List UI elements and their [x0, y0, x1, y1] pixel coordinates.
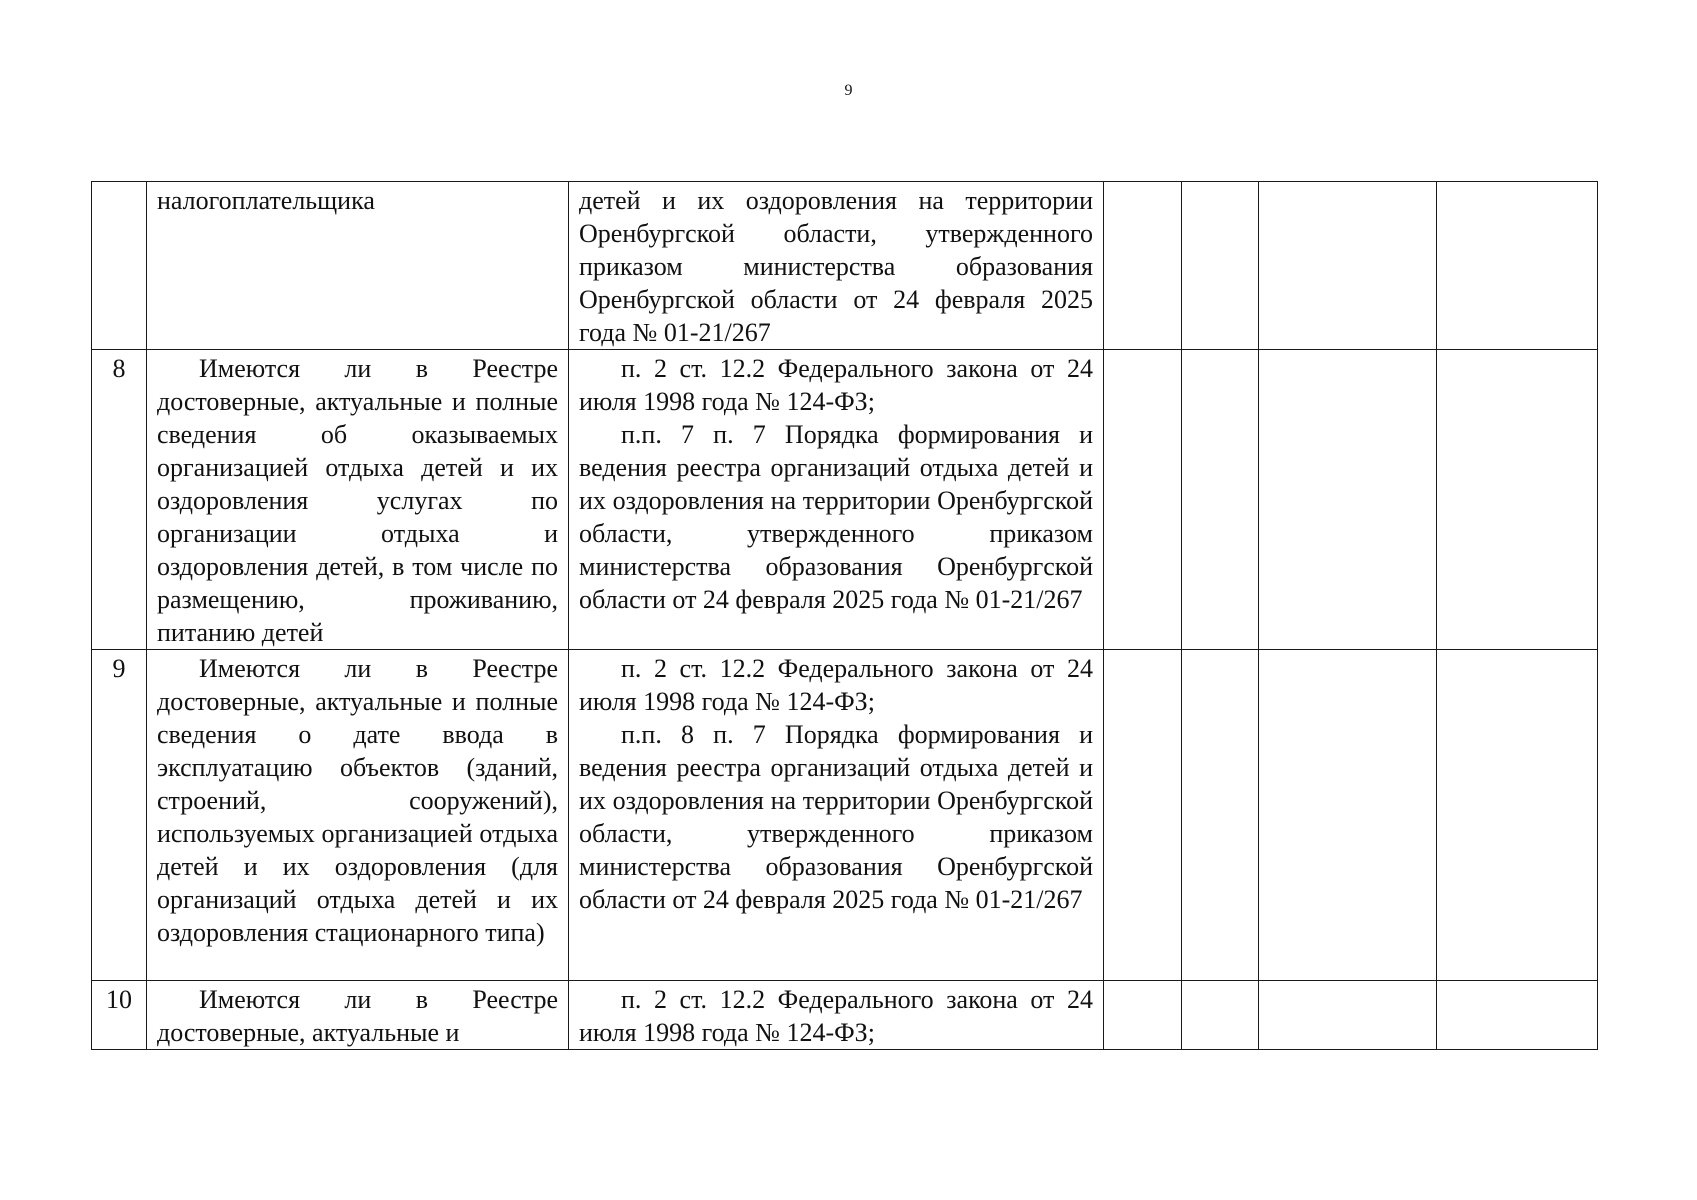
reference-order-text: п.п. 8 п. 7 Порядка формирования и ведения реестра организаций отдыха детей и их оздоровления на территории Оренбургской области, утвержденного приказом министерства образования Оренбургской области от 24 февраля 2025 года № 01-21/267 — [579, 720, 1093, 914]
answer-no-cell — [1182, 182, 1259, 350]
answer-yes-cell — [1104, 350, 1182, 650]
note-cell — [1437, 981, 1598, 1050]
row-number-cell: 9 — [92, 650, 147, 981]
note-cell — [1437, 350, 1598, 650]
answer-no-cell — [1182, 350, 1259, 650]
question-text: Имеются ли в Реестре достоверные, актуальные и — [157, 985, 558, 1047]
question-cell — [147, 182, 569, 350]
checklist-table — [91, 181, 1598, 1050]
reference-order-text: п.п. 7 п. 7 Порядка формирования и ведения реестра организаций отдыха детей и их оздоровления на территории Оренбургской области, утвержденного приказом министерства образования Оренбургской области от 24 февраля 2025 года № 01-21/267 — [579, 420, 1093, 614]
row-number-cell: 8 — [92, 350, 147, 650]
question-text: Имеются ли в Реестре достоверные, актуальные и полные сведения о дате ввода в эксплуатацию объектов (зданий, строений, сооружений), используемых организацией отдыха детей и их оздоровления (для организаций отдыха детей и их оздоровления стационарного типа) — [157, 654, 558, 947]
question-cell — [147, 650, 569, 981]
table-row — [92, 981, 1598, 1050]
reference-cell — [569, 182, 1104, 350]
answer-na-cell — [1259, 182, 1437, 350]
reference-cell — [569, 650, 1104, 981]
row-number-cell: 10 — [92, 981, 147, 1050]
answer-na-cell — [1259, 350, 1437, 650]
answer-na-cell — [1259, 650, 1437, 981]
answer-yes-cell — [1104, 981, 1182, 1050]
reference-law-text: п. 2 ст. 12.2 Федерального закона от 24 июля 1998 года № 124-ФЗ; — [579, 354, 1093, 416]
reference-cell — [569, 350, 1104, 650]
reference-cell — [569, 981, 1104, 1050]
question-text: Имеются ли в Реестре достоверные, актуальные и полные сведения об оказываемых организацией отдыха детей и их оздоровления услугах по организации отдыха и оздоровления детей, в том числе по размещению, проживанию, питанию детей — [157, 354, 558, 647]
table-row — [92, 182, 1598, 350]
table-row — [92, 650, 1598, 981]
answer-yes-cell — [1104, 650, 1182, 981]
answer-na-cell — [1259, 981, 1437, 1050]
note-cell — [1437, 650, 1598, 981]
row-number-cell — [92, 182, 147, 350]
reference-text: детей и их оздоровления на территории Оренбургской области, утвержденного приказом министерства образования Оренбургской области от 24 февраля 2025 года № 01-21/267 — [579, 186, 1093, 347]
answer-yes-cell — [1104, 182, 1182, 350]
page-number: 9 — [844, 82, 853, 99]
reference-law-text: п. 2 ст. 12.2 Федерального закона от 24 июля 1998 года № 124-ФЗ; — [579, 985, 1093, 1047]
answer-no-cell — [1182, 650, 1259, 981]
question-text: налогоплательщика — [157, 186, 375, 215]
answer-no-cell — [1182, 981, 1259, 1050]
question-cell — [147, 350, 569, 650]
note-cell — [1437, 182, 1598, 350]
reference-law-text: п. 2 ст. 12.2 Федерального закона от 24 июля 1998 года № 124-ФЗ; — [579, 654, 1093, 716]
table-row — [92, 350, 1598, 650]
question-cell — [147, 981, 569, 1050]
